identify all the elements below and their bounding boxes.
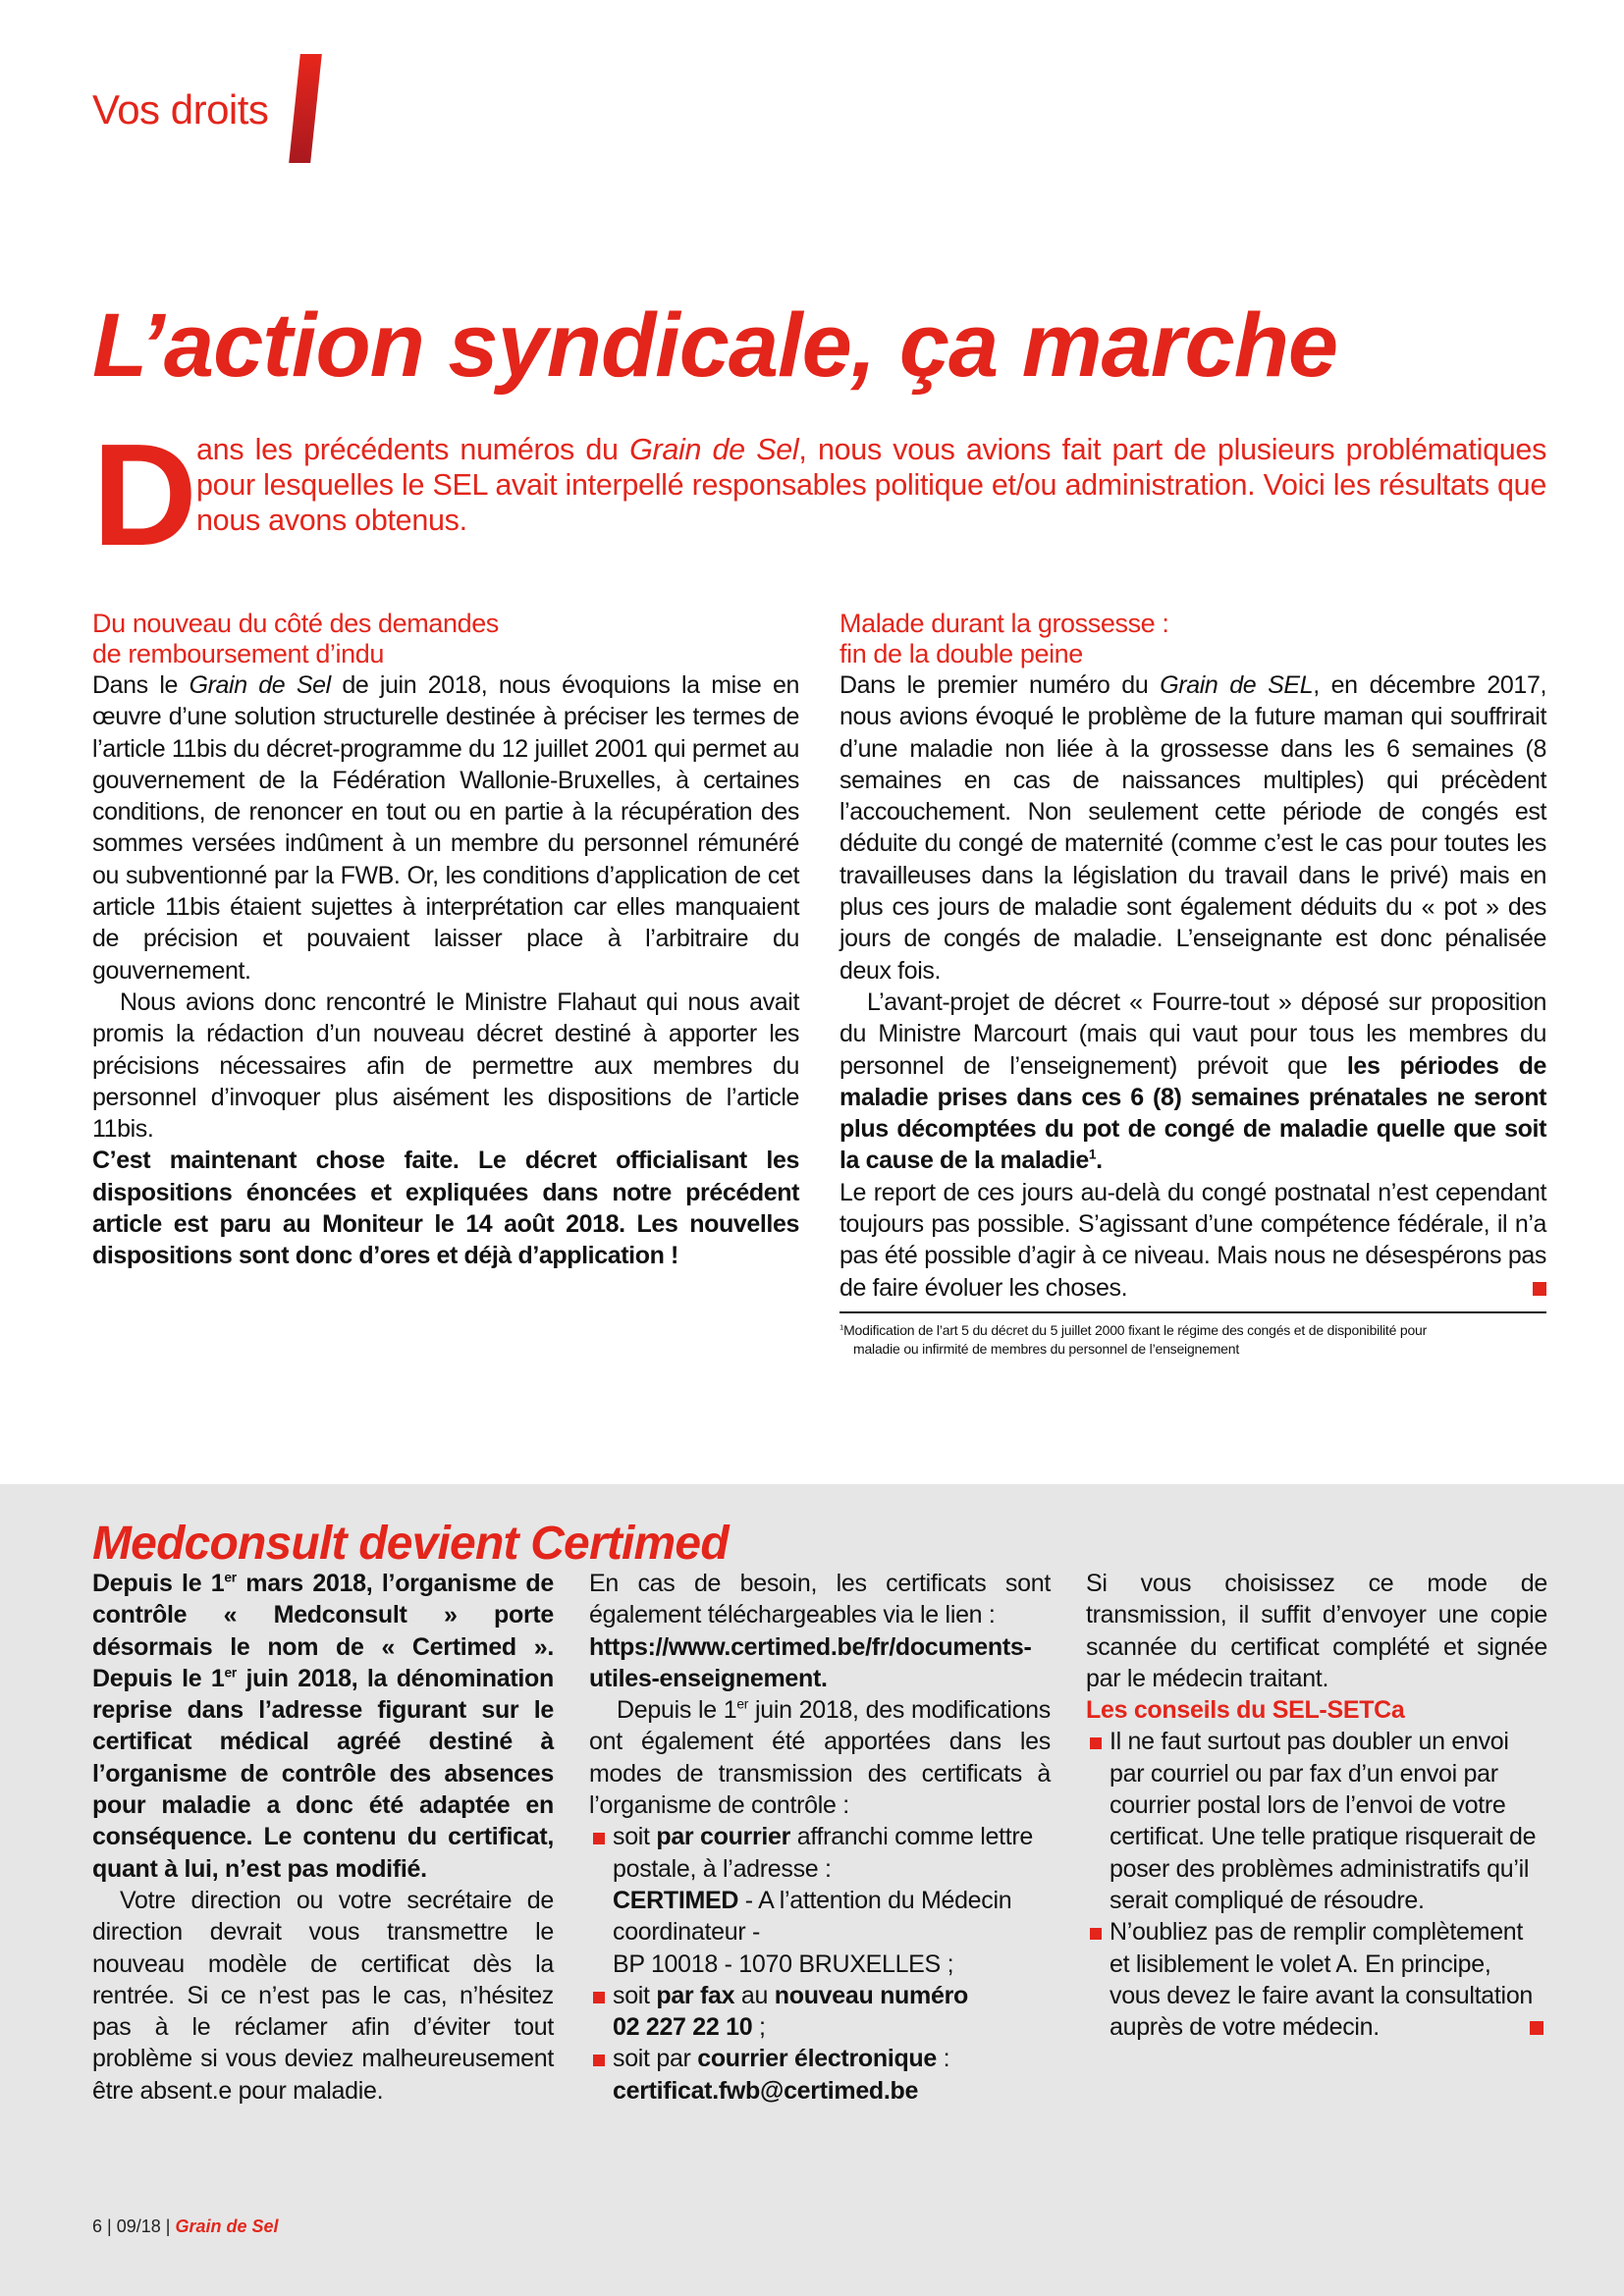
list-item-email [589, 2043, 1051, 2107]
footnote-ref[interactable]: 1 [1088, 1148, 1097, 1163]
text: Depuis le 1 [617, 1696, 737, 1725]
text: Dans le premier numéro du [839, 671, 1161, 699]
box-col3-paragraph-1: Si vous choisissez ce mode de transmission, il suffit d’envoyer une copie scannée du certificat complété et signée par le médecin traitant. [1086, 1570, 1547, 1692]
text: N’oubliez pas de remplir complètement et lisiblement le volet A. En principe, vous devez le faire avant la consultation auprès de votre médecin. [1110, 1918, 1534, 2042]
advice-title: Les conseils du SEL-SETCa [1086, 1696, 1405, 1725]
address-name: CERTIMED [613, 1886, 739, 1914]
bold-span: les périodes de maladie prises dans ces 6 (8) semaines prénatales ne seront plus décomptées du pot de congé de maladie quelle que soit la cause de la maladie [839, 1051, 1546, 1175]
address-line: BP 10018 - 1070 BRUXELLES ; [613, 1949, 954, 1978]
email-link[interactable]: certificat.fwb@certimed.be [613, 2076, 919, 2105]
text: mars 2018, l’organisme de contrôle « Medconsult » porte désormais le nom de « Certimed ». Depuis le 1 [92, 1570, 554, 1692]
text: : [937, 2045, 950, 2073]
magazine-name: Grain de Sel [175, 2216, 279, 2236]
box-column-1 [92, 1568, 554, 2107]
text: Dans le [92, 671, 189, 699]
page-number: 6 [92, 2216, 103, 2236]
right-subtitle [839, 609, 1546, 669]
article-intro [196, 432, 1546, 538]
box-column-3 [1086, 1568, 1547, 2043]
bold-text: nouveau numéro [774, 1981, 968, 2009]
right-paragraph-1 [839, 669, 1546, 987]
bold-text: par fax [656, 1981, 735, 2009]
footnote-line1: Modification de l’art 5 du décret du 5 juillet 2000 fixant le régime des congés et de disponibilité pour [843, 1321, 1428, 1338]
left-subtitle-line2: de remboursement d’indu [92, 639, 384, 668]
text: soit [613, 1981, 657, 2009]
page-footer [92, 2216, 279, 2237]
intro-text: ans les précédents numéros du [196, 433, 630, 466]
box-col2-paragraph-2 [589, 1694, 1051, 1821]
superscript: er [736, 1696, 749, 1712]
intro-text-cont: , nous vous avions fait part de plusieurs problématiques pour lesquelles le SEL avait interpellé responsables politique et/ou administration. Voici les résultats que nous avons obtenus. [196, 433, 1547, 537]
text: juin 2018, des modifications ont également été apportées dans les modes de transmission des certificats à l’organisme de contrôle : [589, 1696, 1051, 1820]
issue-date: 09/18 [116, 2216, 161, 2236]
box-title: Medconsult devient Certimed [92, 1518, 729, 1570]
box-column-2 [589, 1568, 1051, 2107]
right-column [839, 609, 1546, 1359]
left-subtitle-line1: Du nouveau du côté des demandes [92, 609, 499, 638]
right-paragraph-2 [839, 987, 1546, 1177]
footnote-divider [839, 1311, 1546, 1313]
left-paragraph-2: Nous avions donc rencontré le Ministre Flahaut qui nous avait promis la rédaction d’un nouveau décret destiné à apporter les précisions nécessaires afin de permettre aux membres du personnel d’invoquer plus aisément les dispositions de l’article 11bis. [92, 988, 799, 1144]
list-item-mail [589, 1821, 1051, 1979]
right-subtitle-line2: fin de la double peine [839, 639, 1083, 668]
text: L’avant-projet de décret « Fourre-tout » déposé sur proposition du Ministre Marcourt (mais qui vaut pour tous les membres du personnel de l’enseignement) prévoit que [839, 988, 1546, 1080]
separator: | [107, 2216, 112, 2236]
end-of-article-square-icon [1530, 2021, 1543, 2035]
right-subtitle-line1: Malade durant la grossesse : [839, 609, 1169, 638]
punct: . [1096, 1147, 1103, 1175]
publication-name: Grain de SEL [1160, 671, 1314, 699]
bold-text: C’est maintenant chose faite. Le décret officialisant les dispositions énoncées et expliquées dans notre précédent article est paru au Moniteur le 14 août 2018. Les nouvelles dispositions sont donc d’ores et déjà d’application ! [92, 1147, 799, 1270]
link-text[interactable]: https://www.certimed.be/fr/documents-utiles-enseignement. [589, 1632, 1032, 1692]
end-of-article-square-icon [1533, 1282, 1546, 1296]
intro-publication: Grain de Sel [629, 433, 799, 466]
text: soit [613, 1823, 657, 1851]
box-col1-paragraph-2: Votre direction ou votre secrétaire de direction devrait vous transmettre le nouveau modèle de certificat dès la rentrée. Si ce n’est pas le cas, n’hésitez pas à le réclamer afin d’éviter tout problème si vous deviez malheureusement être absent.e pour maladie. [92, 1886, 554, 2105]
certimed-link[interactable] [589, 1631, 1051, 1695]
list-item-fax [589, 1980, 1051, 2044]
publication-name: Grain de Sel [189, 671, 331, 699]
drop-cap: D [92, 414, 197, 576]
right-paragraph-3 [839, 1177, 1546, 1304]
left-subtitle [92, 609, 799, 669]
bold-text: par courrier [656, 1823, 791, 1851]
bold-text [92, 1570, 554, 1883]
footnote-line2: maladie ou infirmité de membres du personnel de l’enseignement [853, 1340, 1240, 1357]
box-col2-paragraph-1: En cas de besoin, les certificats sont également téléchargeables via le lien : [589, 1570, 1051, 1629]
text: Depuis le 1 [92, 1570, 225, 1597]
left-paragraph-3 [92, 1145, 799, 1271]
left-paragraph-1 [92, 669, 799, 987]
separator: | [165, 2216, 171, 2236]
bold-text: courrier électronique [697, 2045, 938, 2073]
text: Le report de ces jours au-delà du congé postnatal n’est cependant toujours pas possible. S’agissant d’une compétence fédérale, il n’a pas été possible d’agir à ce niveau. Mais nous ne désespérons pas de faire évoluer les choses. [839, 1178, 1546, 1302]
left-column [92, 609, 799, 1272]
advice-item [1086, 1916, 1547, 2043]
text: juin 2018, la dénomination reprise dans l’adresse figurant sur le certificat médical agréé destiné à l’organisme de contrôle des absences pour maladie a donc été adaptée en conséquence. Le contenu du certificat, quant à lui, n’est pas modifié. [92, 1664, 554, 1883]
advice-list [1086, 1726, 1547, 2043]
text: de juin 2018, nous évoquions la mise en œuvre d’une solution structurelle destinée à préciser les termes de l’article 11bis du décret-programme du 12 juillet 2001 qui permet au gouvernement de la Fédération Wallonie-Bruxelles, à certaines conditions, de renoncer en tout ou en partie à la récupération des sommes versées indûment à un membre du personnel rémunéré ou subventionné par la FWB. Or, les conditions d’application de cet article 11bis étaient sujettes à interprétation car elles manquaient de précision et pouvaient laisser place à l’arbitraire du gouvernement. [92, 671, 800, 985]
footnote [839, 1321, 1546, 1359]
section-slash-decoration [289, 54, 322, 163]
address-text: - A l’attention du Médecin coordinateur - [613, 1886, 1012, 1947]
superscript: er [224, 1665, 237, 1681]
section-label: Vos droits [92, 86, 269, 133]
text: soit par [613, 2045, 698, 2073]
text: affranchi comme lettre postale, à l’adresse : [613, 1823, 1034, 1883]
text: ; [752, 2013, 766, 2042]
transmission-modes-list [589, 1821, 1051, 2107]
footnote-mark: 1 [839, 1322, 844, 1332]
fax-number: 02 227 22 10 [613, 2013, 753, 2042]
superscript: er [224, 1570, 237, 1585]
advice-item: Il ne faut surtout pas doubler un envoi par courriel ou par fax d’un envoi par courrier postal lors de l’envoi de votre certificat. Une telle pratique risquerait de poser des problèmes administratifs qu’il serait compliqué de résoudre. [1086, 1726, 1547, 1916]
text: , en décembre 2017, nous avions évoqué le problème de la future maman qui souffrirait d’une maladie non liée à la grossesse dans les 6 semaines (8 semaines en cas de naissances multiples) qui précèdent l’accouchement. Non seulement cette période de congés est déduite du congé de maternité (comme c’est le cas pour toutes les travailleuses dans la législation du travail dans le privé) mais en plus ces jours de maladie sont également déduits du « pot » des jours de congés de maladie. L’enseignante est donc pénalisée deux fois. [839, 671, 1546, 985]
text: au [734, 1981, 775, 2009]
box-col1-paragraph-1 [92, 1568, 554, 1885]
article-title: L’action syndicale, ça marche [92, 295, 1338, 396]
